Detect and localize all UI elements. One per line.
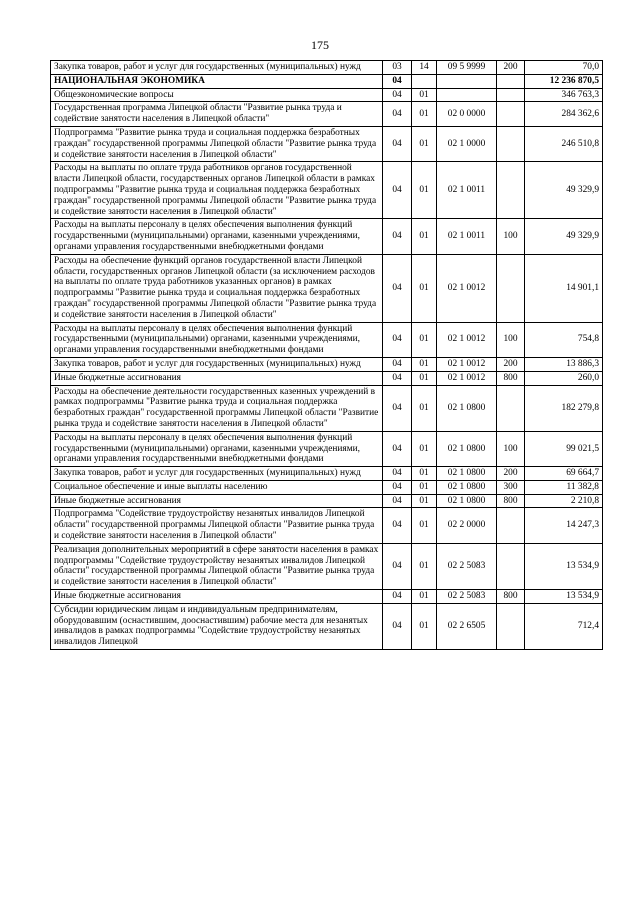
row-expense-type-cell <box>497 508 525 543</box>
row-section-code-cell: 04 <box>383 603 412 649</box>
row-target-article-cell: 02 1 0000 <box>437 126 497 161</box>
row-target-article-cell: 02 1 0800 <box>437 494 497 508</box>
row-section-code-cell: 04 <box>383 543 412 589</box>
row-expense-type-cell <box>497 126 525 161</box>
row-subsection-code-cell: 14 <box>412 61 437 75</box>
row-amount-cell: 11 382,8 <box>525 480 603 494</box>
table-row <box>51 357 603 371</box>
row-subsection-code-cell: 01 <box>412 494 437 508</box>
table-row <box>51 603 603 649</box>
row-section-code-cell: 04 <box>383 467 412 481</box>
row-section-code-cell: 04 <box>383 480 412 494</box>
row-section-code-cell: 04 <box>383 357 412 371</box>
row-target-article-cell: 02 1 0012 <box>437 357 497 371</box>
row-target-article-cell: 02 1 0011 <box>437 219 497 254</box>
row-expense-type-cell <box>497 385 525 431</box>
row-expense-type-cell: 800 <box>497 371 525 385</box>
row-subsection-code-cell: 01 <box>412 431 437 466</box>
row-name-cell: Иные бюджетные ассигнования <box>51 590 383 604</box>
row-section-code-cell: 04 <box>383 385 412 431</box>
row-name-cell: Общеэкономические вопросы <box>51 88 383 102</box>
row-expense-type-cell <box>497 88 525 102</box>
row-target-article-cell: 02 0 0000 <box>437 102 497 127</box>
row-name-cell: Подпрограмма "Развитие рынка труда и социальная поддержка безработных граждан" государственной программы Липецкой области "Развитие рынка труда и содействие занятости населения в Липецкой области" <box>51 126 383 161</box>
row-expense-type-cell <box>497 254 525 322</box>
row-expense-type-cell: 300 <box>497 480 525 494</box>
row-name-cell: Иные бюджетные ассигнования <box>51 494 383 508</box>
row-name-cell: Расходы на выплаты персоналу в целях обеспечения выполнения функций государственными (муниципальными) органами, казенными учреждениями, органами управления государственными внебюджетными фондами <box>51 219 383 254</box>
row-target-article-cell: 02 1 0012 <box>437 254 497 322</box>
row-expense-type-cell: 100 <box>497 431 525 466</box>
row-subsection-code-cell: 01 <box>412 219 437 254</box>
row-target-article-cell <box>437 74 497 88</box>
row-section-code-cell: 04 <box>383 494 412 508</box>
row-section-code-cell: 04 <box>383 88 412 102</box>
row-name-cell: Реализация дополнительных мероприятий в сфере занятости населения в рамках подпрограммы "Содействие трудоустройству незанятых инвалидов Липецкой области" государственной программы Липецкой области "Развитие рынка труда и содействие занятости населения в Липецкой области" <box>51 543 383 589</box>
row-name-cell: Расходы на выплаты по оплате труда работников органов государственной власти Липецкой области, государственных органов Липецкой области в рамках подпрограммы "Развитие рынка труда и социальная поддержка безработных граждан" государственной программы Липецкой области "Развитие рынка труда и содействие занятости населения в Липецкой области" <box>51 162 383 219</box>
row-target-article-cell: 02 1 0800 <box>437 385 497 431</box>
row-section-code-cell: 04 <box>383 322 412 357</box>
row-name-cell: Расходы на обеспечение функций органов государственной власти Липецкой области, государственных органов Липецкой области (за исключением расходов на выплаты по оплате труда работников указанных органов) в рамках подпрограммы "Развитие рынка труда и социальная поддержка безработных граждан" государственной программы Липецкой области "Развитие рынка труда и содействие занятости населения в Липецкой области" <box>51 254 383 322</box>
row-section-code-cell: 04 <box>383 126 412 161</box>
table-row <box>51 467 603 481</box>
row-amount-cell: 49 329,9 <box>525 219 603 254</box>
row-amount-cell: 99 021,5 <box>525 431 603 466</box>
row-subsection-code-cell: 01 <box>412 357 437 371</box>
row-section-code-cell: 04 <box>383 508 412 543</box>
page-number: 175 <box>311 38 329 52</box>
row-target-article-cell: 02 1 0012 <box>437 322 497 357</box>
row-expense-type-cell: 200 <box>497 61 525 75</box>
row-subsection-code-cell: 01 <box>412 385 437 431</box>
table-row <box>51 385 603 431</box>
row-subsection-code-cell <box>412 74 437 88</box>
table-row <box>51 494 603 508</box>
row-amount-cell: 754,8 <box>525 322 603 357</box>
table-row <box>51 74 603 88</box>
row-name-cell: Расходы на обеспечение деятельности государственных казенных учреждений в рамках подпрограммы "Развитие рынка труда и социальная поддержка безработных граждан" государственной программы Липецкой области "Развитие рынка труда и содействие занятости населения в Липецкой области" <box>51 385 383 431</box>
row-expense-type-cell: 800 <box>497 494 525 508</box>
row-amount-cell: 13 886,3 <box>525 357 603 371</box>
row-section-code-cell: 04 <box>383 431 412 466</box>
row-subsection-code-cell: 01 <box>412 126 437 161</box>
row-target-article-cell: 02 1 0800 <box>437 467 497 481</box>
table-row <box>51 508 603 543</box>
row-name-cell: Расходы на выплаты персоналу в целях обеспечения выполнения функций государственными (муниципальными) органами, казенными учреждениями, органами управления государственными внебюджетными фондами <box>51 431 383 466</box>
row-subsection-code-cell: 01 <box>412 88 437 102</box>
budget-table <box>50 60 603 650</box>
row-target-article-cell <box>437 88 497 102</box>
row-amount-cell: 14 901,1 <box>525 254 603 322</box>
row-amount-cell: 712,4 <box>525 603 603 649</box>
table-row <box>51 431 603 466</box>
row-amount-cell: 284 362,6 <box>525 102 603 127</box>
row-name-cell: Субсидии юридическим лицам и индивидуальным предпринимателям, оборудовавшим (оснастившим, дооснастившим) рабочие места для незанятых инвалидов в рамках подпрограммы "Содействие трудоустройству незанятых инвалидов Липецкой <box>51 603 383 649</box>
table-row <box>51 126 603 161</box>
row-target-article-cell: 02 2 6505 <box>437 603 497 649</box>
row-amount-cell: 182 279,8 <box>525 385 603 431</box>
row-subsection-code-cell: 01 <box>412 102 437 127</box>
row-target-article-cell: 02 2 5083 <box>437 543 497 589</box>
row-name-cell: НАЦИОНАЛЬНАЯ ЭКОНОМИКА <box>51 74 383 88</box>
table-row <box>51 322 603 357</box>
row-expense-type-cell <box>497 162 525 219</box>
row-expense-type-cell <box>497 543 525 589</box>
row-subsection-code-cell: 01 <box>412 543 437 589</box>
row-expense-type-cell <box>497 603 525 649</box>
row-subsection-code-cell: 01 <box>412 254 437 322</box>
row-amount-cell: 69 664,7 <box>525 467 603 481</box>
table-row <box>51 254 603 322</box>
row-target-article-cell: 02 1 0011 <box>437 162 497 219</box>
row-name-cell: Расходы на выплаты персоналу в целях обеспечения выполнения функций государственными (муниципальными) органами, казенными учреждениями, органами управления государственными внебюджетными фондами <box>51 322 383 357</box>
row-target-article-cell: 02 2 0000 <box>437 508 497 543</box>
row-expense-type-cell: 100 <box>497 219 525 254</box>
table-row <box>51 162 603 219</box>
row-name-cell: Социальное обеспечение и иные выплаты населению <box>51 480 383 494</box>
row-name-cell: Закупка товаров, работ и услуг для государственных (муниципальных) нужд <box>51 357 383 371</box>
row-subsection-code-cell: 01 <box>412 371 437 385</box>
row-amount-cell: 246 510,8 <box>525 126 603 161</box>
table-row <box>51 219 603 254</box>
row-name-cell: Иные бюджетные ассигнования <box>51 371 383 385</box>
row-section-code-cell: 04 <box>383 371 412 385</box>
row-subsection-code-cell: 01 <box>412 480 437 494</box>
row-section-code-cell: 04 <box>383 590 412 604</box>
row-amount-cell: 260,0 <box>525 371 603 385</box>
row-amount-cell: 346 763,3 <box>525 88 603 102</box>
row-target-article-cell: 02 1 0800 <box>437 431 497 466</box>
row-amount-cell: 49 329,9 <box>525 162 603 219</box>
budget-table-body <box>51 61 603 650</box>
row-expense-type-cell: 800 <box>497 590 525 604</box>
row-subsection-code-cell: 01 <box>412 590 437 604</box>
table-row <box>51 371 603 385</box>
row-target-article-cell: 02 2 5083 <box>437 590 497 604</box>
row-amount-cell: 13 534,9 <box>525 543 603 589</box>
table-row <box>51 102 603 127</box>
table-row <box>51 543 603 589</box>
row-subsection-code-cell: 01 <box>412 467 437 481</box>
row-subsection-code-cell: 01 <box>412 322 437 357</box>
row-name-cell: Закупка товаров, работ и услуг для государственных (муниципальных) нужд <box>51 467 383 481</box>
row-amount-cell: 70,0 <box>525 61 603 75</box>
row-section-code-cell: 04 <box>383 254 412 322</box>
table-row <box>51 61 603 75</box>
row-amount-cell: 12 236 870,5 <box>525 74 603 88</box>
row-target-article-cell: 09 5 9999 <box>437 61 497 75</box>
row-expense-type-cell: 100 <box>497 322 525 357</box>
row-expense-type-cell: 200 <box>497 357 525 371</box>
row-subsection-code-cell: 01 <box>412 603 437 649</box>
table-row <box>51 590 603 604</box>
row-amount-cell: 14 247,3 <box>525 508 603 543</box>
row-section-code-cell: 04 <box>383 102 412 127</box>
row-subsection-code-cell: 01 <box>412 508 437 543</box>
table-row <box>51 480 603 494</box>
row-target-article-cell: 02 1 0012 <box>437 371 497 385</box>
row-name-cell: Закупка товаров, работ и услуг для государственных (муниципальных) нужд <box>51 61 383 75</box>
row-amount-cell: 13 534,9 <box>525 590 603 604</box>
row-section-code-cell: 03 <box>383 61 412 75</box>
row-subsection-code-cell: 01 <box>412 162 437 219</box>
row-section-code-cell: 04 <box>383 74 412 88</box>
row-name-cell: Подпрограмма "Содействие трудоустройству незанятых инвалидов Липецкой области" государственной программы Липецкой области "Развитие рынка труда и содействие занятости населения в Липецкой области" <box>51 508 383 543</box>
row-expense-type-cell <box>497 74 525 88</box>
row-expense-type-cell: 200 <box>497 467 525 481</box>
row-section-code-cell: 04 <box>383 219 412 254</box>
row-amount-cell: 2 210,8 <box>525 494 603 508</box>
table-row <box>51 88 603 102</box>
row-expense-type-cell <box>497 102 525 127</box>
row-name-cell: Государственная программа Липецкой области "Развитие рынка труда и содействие занятости населения в Липецкой области" <box>51 102 383 127</box>
row-section-code-cell: 04 <box>383 162 412 219</box>
row-target-article-cell: 02 1 0800 <box>437 480 497 494</box>
